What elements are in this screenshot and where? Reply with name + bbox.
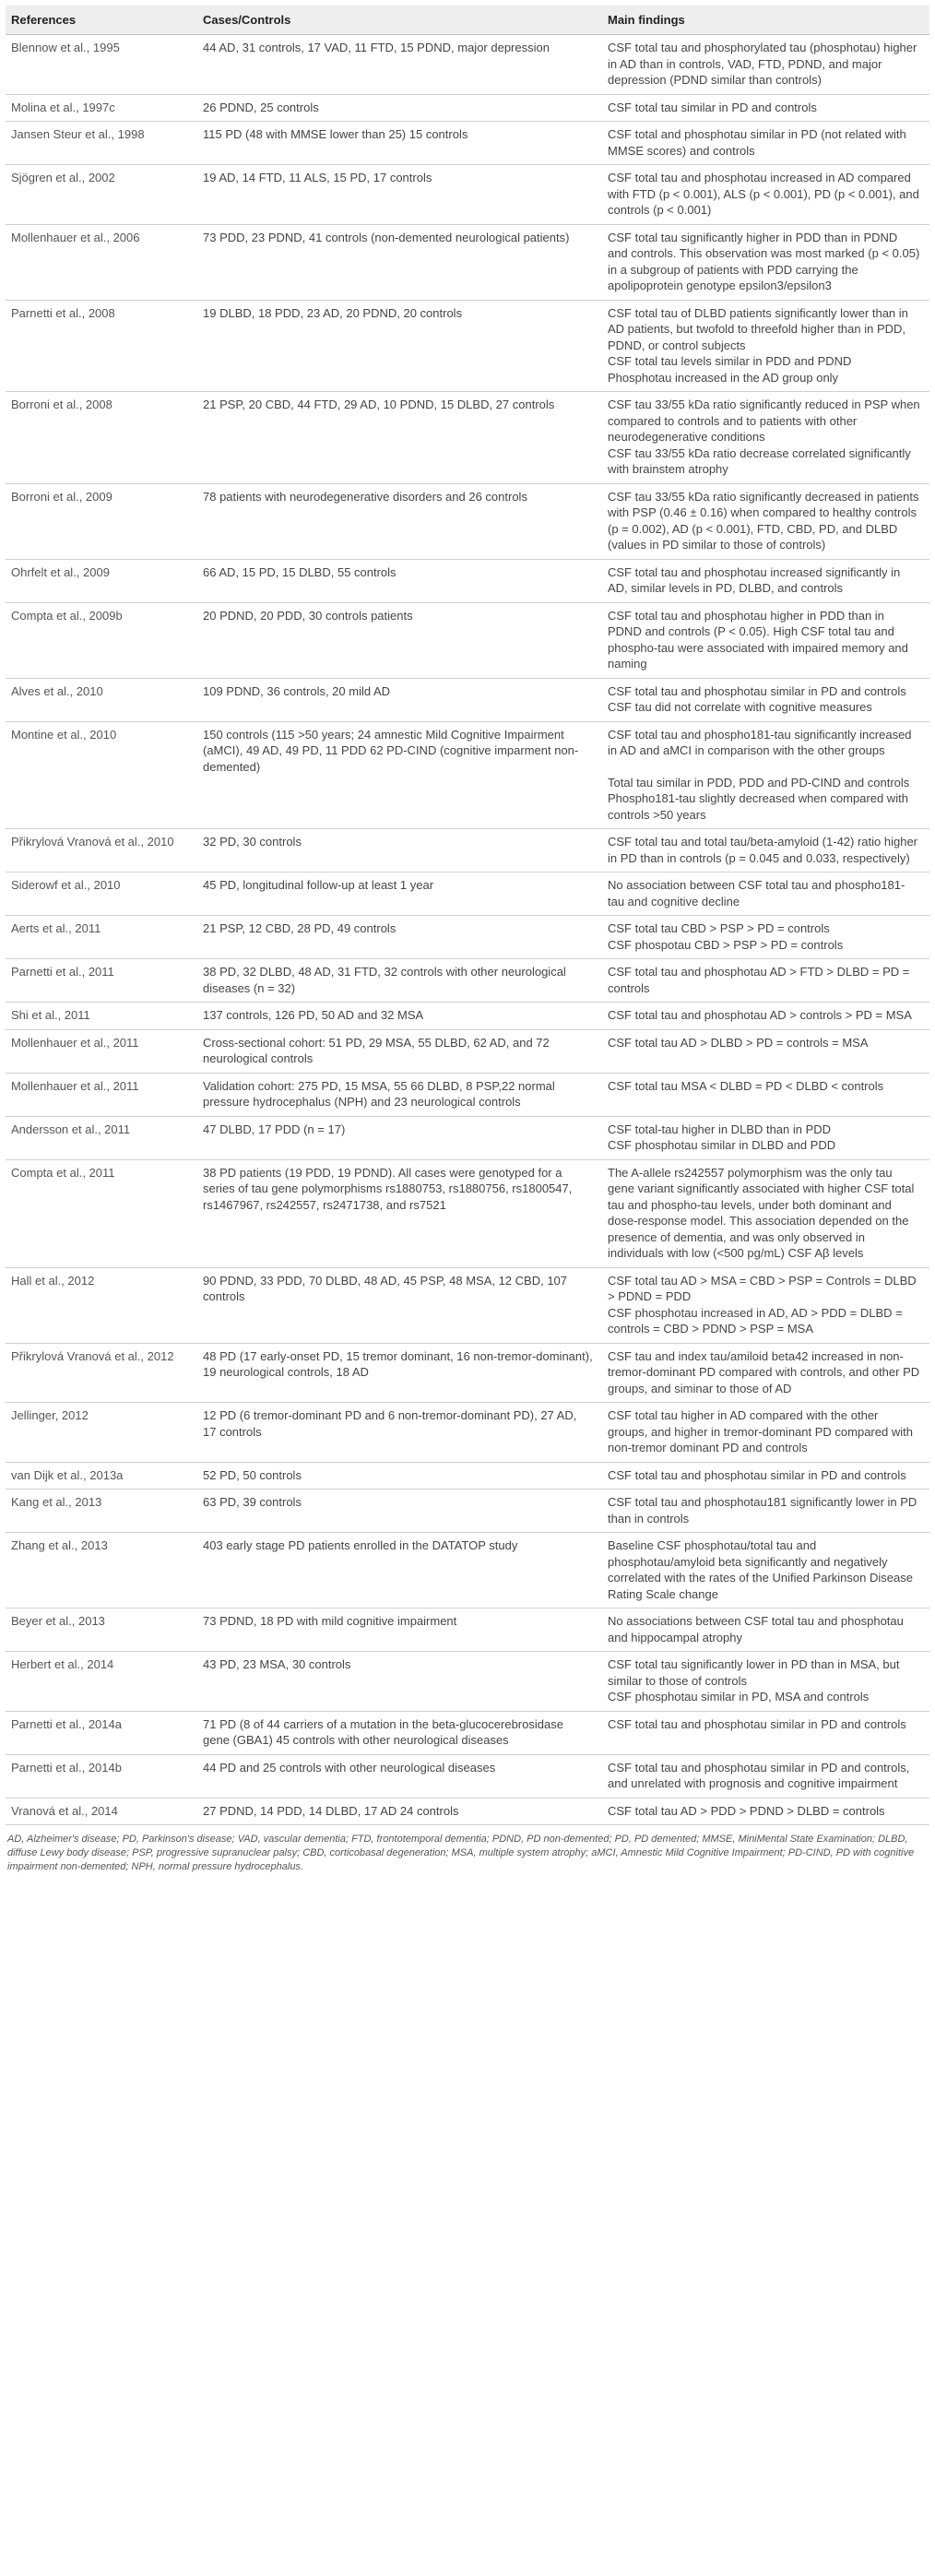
main-findings-cell	[602, 1462, 929, 1490]
cases-controls-cell: 48 PD (17 early-onset PD, 15 tremor dominant, 16 non-tremor-dominant), 19 neurological controls, 18 AD	[197, 1343, 602, 1403]
reference-cell: Kang et al., 2013	[6, 1490, 197, 1533]
main-findings-cell	[602, 35, 929, 95]
finding-text: CSF total tau levels similar in PDD and PDND	[608, 354, 852, 368]
main-findings-cell	[602, 224, 929, 300]
main-findings-cell	[602, 916, 929, 959]
main-findings-cell	[602, 678, 929, 721]
finding-text: No associations between CSF total tau and phosphotau and hippocampal atrophy	[608, 1614, 904, 1644]
finding-text: CSF total tau and total tau/beta-amyloid (1-42) ratio higher in PD than in controls (p = 0.045 and 0.033, respectively)	[608, 835, 918, 865]
cases-controls-cell: 90 PDND, 33 PDD, 70 DLBD, 48 AD, 45 PSP, 48 MSA, 12 CBD, 107 controls	[197, 1267, 602, 1343]
table-row	[6, 224, 929, 300]
finding-text: CSF tau 33/55 kDa ratio decrease correlated significantly with brainstem atrophy	[608, 445, 911, 476]
main-findings-cell	[602, 1798, 929, 1825]
reference-cell: van Dijk et al., 2013a	[6, 1462, 197, 1490]
table-row	[6, 1711, 929, 1754]
cases-controls-cell: 47 DLBD, 17 PDD (n = 17)	[197, 1116, 602, 1159]
finding-text: CSF total tau significantly higher in PDD than in PDND and controls. This observation was most marked (p < 0.05) in a subgroup of patients with PDD carrying the apolipoprotein genotype epsilon3/epsilon3	[608, 230, 920, 292]
finding-text: CSF total and phosphotau similar in PD (not related with MMSE scores) and controls	[608, 127, 906, 158]
cases-controls-cell: 38 PD patients (19 PDD, 19 PDND). All cases were genotyped for a series of tau gene polymorphisms rs1880753, rs1880756, rs1800547, rs1467967, rs242557, rs2471738, and rs7521	[197, 1159, 602, 1267]
reference-cell: Mollenhauer et al., 2011	[6, 1029, 197, 1073]
main-findings-cell	[602, 122, 929, 165]
table-row	[6, 1533, 929, 1609]
reference-cell: Montine et al., 2010	[6, 721, 197, 829]
main-findings-cell	[602, 1267, 929, 1343]
finding-text: CSF total tau higher in AD compared with the other groups, and higher in tremor-dominant PD compared with non-tremor dominant PD and controls	[608, 1408, 913, 1454]
finding-text: CSF total tau CBD > PSP > PD = controls	[608, 921, 830, 935]
main-findings-cell	[602, 829, 929, 873]
finding-text: CSF phosphotau increased in AD, AD > PDD = DLBD = controls = CBD > PDND > PSP = MSA	[608, 1305, 903, 1335]
table-row	[6, 300, 929, 392]
table-row	[6, 559, 929, 602]
main-findings-cell	[602, 300, 929, 392]
table-row	[6, 1490, 929, 1533]
cases-controls-cell: 150 controls (115 >50 years; 24 amnestic Mild Cognitive Impairment (aMCI), 49 AD, 49 PD, 11 PDD 62 PD-CIND (cognitive imparment non-demented)	[197, 721, 602, 829]
finding-text: CSF total tau AD > PDD > PDND > DLBD = controls	[608, 1803, 885, 1818]
table-row	[6, 1403, 929, 1463]
main-findings-cell	[602, 1754, 929, 1798]
main-findings-cell	[602, 392, 929, 484]
finding-text: CSF total tau and phosphotau AD > controls > PD = MSA	[608, 1008, 912, 1022]
finding-text: CSF total tau and phosphotau similar in PD and controls	[608, 1716, 906, 1731]
reference-cell: Zhang et al., 2013	[6, 1533, 197, 1609]
cases-controls-cell: 32 PD, 30 controls	[197, 829, 602, 873]
reference-cell: Blennow et al., 1995	[6, 35, 197, 95]
reference-cell: Sjögren et al., 2002	[6, 165, 197, 225]
cases-controls-cell: 71 PD (8 of 44 carriers of a mutation in the beta-glucocerebrosidase gene (GBA1) 45 controls with other neurological diseases	[197, 1711, 602, 1754]
finding-text: CSF tau did not correlate with cognitive measures	[608, 700, 872, 714]
main-findings-cell	[602, 1403, 929, 1463]
cases-controls-cell: 43 PD, 23 MSA, 30 controls	[197, 1652, 602, 1712]
reference-cell: Borroni et al., 2009	[6, 483, 197, 559]
table-row	[6, 916, 929, 959]
cases-controls-cell: 44 PD and 25 controls with other neurological diseases	[197, 1754, 602, 1798]
finding-text: CSF total tau and phosphotau higher in PDD than in PDND and controls (P < 0.05). High CSF total tau and phospho-tau were associated with impaired memory and naming	[608, 608, 908, 671]
main-findings-cell	[602, 483, 929, 559]
reference-cell: Borroni et al., 2008	[6, 392, 197, 484]
cases-controls-cell: 63 PD, 39 controls	[197, 1490, 602, 1533]
finding-text: CSF total tau AD > MSA = CBD > PSP = Controls = DLBD > PDND = PDD	[608, 1273, 917, 1303]
main-findings-cell	[602, 1490, 929, 1533]
table-row	[6, 1029, 929, 1073]
table-row	[6, 483, 929, 559]
table-body	[6, 35, 929, 1825]
finding-text: CSF total-tau higher in DLBD than in PDD	[608, 1122, 832, 1136]
finding-text: CSF total tau significantly lower in PD than in MSA, but similar to those of controls	[608, 1657, 900, 1688]
table-row	[6, 721, 929, 829]
main-findings-cell	[602, 1073, 929, 1116]
reference-cell: Andersson et al., 2011	[6, 1116, 197, 1159]
cases-controls-cell: 403 early stage PD patients enrolled in the DATATOP study	[197, 1533, 602, 1609]
table-row	[6, 1159, 929, 1267]
table-row	[6, 35, 929, 95]
reference-cell: Alves et al., 2010	[6, 678, 197, 721]
cases-controls-cell: 27 PDND, 14 PDD, 14 DLBD, 17 AD 24 controls	[197, 1798, 602, 1825]
main-findings-cell	[602, 602, 929, 678]
reference-cell: Compta et al., 2011	[6, 1159, 197, 1267]
finding-text: CSF phospotau CBD > PSP > PD = controls	[608, 937, 844, 952]
table-row	[6, 94, 929, 122]
main-findings-cell	[602, 1711, 929, 1754]
reference-cell: Shi et al., 2011	[6, 1003, 197, 1030]
reference-cell: Parnetti et al., 2008	[6, 300, 197, 392]
finding-text: CSF total tau and phosphotau increased significantly in AD, similar levels in PD, DLBD, and controls	[608, 564, 901, 595]
finding-text: Total tau similar in PDD, PDD and PD-CIND and controls	[608, 775, 910, 789]
cases-controls-cell: 66 AD, 15 PD, 15 DLBD, 55 controls	[197, 559, 602, 602]
reference-cell: Ohrfelt et al., 2009	[6, 559, 197, 602]
main-findings-cell	[602, 721, 929, 829]
table-row	[6, 602, 929, 678]
finding-text: CSF total tau and phosphotau AD > FTD > DLBD = PD = controls	[608, 965, 910, 995]
finding-text: The A-allele rs242557 polymorphism was the only tau gene variant significantly associated with higher CSF total tau and phospho-tau levels, under both dominant and dose-response model. This association depended on the presence of dementia, and was only observed in individuals with low (<500 pg/mL) CSF Aβ levels	[608, 1165, 915, 1260]
table-row	[6, 165, 929, 225]
finding-text: CSF tau and index tau/amiloid beta42 increased in non-tremor-dominant PD compared with controls, and other PD groups, and siminar to those of AD	[608, 1348, 920, 1395]
cases-controls-cell: 21 PSP, 20 CBD, 44 FTD, 29 AD, 10 PDND, 15 DLBD, 27 controls	[197, 392, 602, 484]
finding-text: CSF total tau and phosphotau similar in PD and controls	[608, 1467, 906, 1482]
table-footnote: AD, Alzheimer's disease; PD, Parkinson's disease; VAD, vascular dementia; FTD, frontotemporal dementia; PDND, PD non-demented; PD, PD demented; MMSE, MiniMental State Examination; DLBD, diffuse Lewy body disease; PSP, progressive supranuclear palsy; CBD, corticobasal degeneration; MSA, multiple system atrophy; aMCI, Amnestic Mild Cognitive Impairment; PD-CIND, PD with cognitive impairment non-demented; NPH, normal pressure hydrocephalus.	[7, 1834, 915, 1872]
table-row	[6, 829, 929, 873]
table-row	[6, 1462, 929, 1490]
main-findings-cell	[602, 1159, 929, 1267]
table-row	[6, 1267, 929, 1343]
reference-cell: Parnetti et al., 2014a	[6, 1711, 197, 1754]
table-row	[6, 1116, 929, 1159]
cases-controls-cell: 78 patients with neurodegenerative disorders and 26 controls	[197, 483, 602, 559]
main-findings-cell	[602, 1003, 929, 1030]
reference-cell: Parnetti et al., 2011	[6, 959, 197, 1003]
cases-controls-cell: 19 AD, 14 FTD, 11 ALS, 15 PD, 17 controls	[197, 165, 602, 225]
finding-text: CSF phosphotau similar in PD, MSA and controls	[608, 1690, 870, 1703]
finding-text: CSF total tau and phosphorylated tau (phosphotau) higher in AD than in controls, VAD, FTD, PDND, and major depression (PDND similar than controls)	[608, 41, 917, 87]
finding-text: CSF total tau MSA < DLBD = PD < DLBD < controls	[608, 1078, 884, 1093]
reference-cell: Herbert et al., 2014	[6, 1652, 197, 1712]
reference-cell: Mollenhauer et al., 2006	[6, 224, 197, 300]
table-header	[6, 6, 929, 35]
cases-controls-cell: 21 PSP, 12 CBD, 28 PD, 49 controls	[197, 916, 602, 959]
reference-cell: Molina et al., 1997c	[6, 94, 197, 122]
reference-cell: Jellinger, 2012	[6, 1403, 197, 1463]
header-main-findings: Main findings	[602, 6, 929, 35]
main-findings-cell	[602, 559, 929, 602]
header-references: References	[6, 6, 197, 35]
finding-text: CSF total tau similar in PD and controls	[608, 100, 817, 114]
table-row	[6, 1343, 929, 1403]
main-findings-cell	[602, 1533, 929, 1609]
reference-cell: Parnetti et al., 2014b	[6, 1754, 197, 1798]
finding-text: CSF tau 33/55 kDa ratio significantly reduced in PSP when compared to controls and to patients with other neurodegenerative conditions	[608, 398, 920, 444]
finding-text: CSF total tau of DLBD patients significantly lower than in AD patients, but twofold to threefold higher than in PDD, PDND, or control subjects	[608, 305, 908, 352]
finding-text: No association between CSF total tau and phospho181-tau and cognitive decline	[608, 878, 905, 908]
table-row	[6, 1073, 929, 1116]
finding-text: CSF total tau and phosphotau increased in AD compared with FTD (p < 0.001), ALS (p < 0.001), PD (p < 0.001), and controls (p < 0.001)	[608, 171, 919, 217]
table-row	[6, 1609, 929, 1652]
cases-controls-cell: 19 DLBD, 18 PDD, 23 AD, 20 PDND, 20 controls	[197, 300, 602, 392]
cases-controls-cell: 109 PDND, 36 controls, 20 mild AD	[197, 678, 602, 721]
cases-controls-cell: 52 PD, 50 controls	[197, 1462, 602, 1490]
reference-cell: Hall et al., 2012	[6, 1267, 197, 1343]
cases-controls-cell: 44 AD, 31 controls, 17 VAD, 11 FTD, 15 PDND, major depression	[197, 35, 602, 95]
header-row	[6, 6, 929, 35]
main-findings-cell	[602, 1116, 929, 1159]
finding-text: Phospho181-tau slightly decreased when compared with controls >50 years	[608, 791, 908, 822]
table-row	[6, 873, 929, 916]
finding-text: Baseline CSF phosphotau/total tau and phosphotau/amyloid beta significantly and negatively correlated with the rates of the Unified Parkinson Disease Rating Scale change	[608, 1538, 913, 1601]
cases-controls-cell: 38 PD, 32 DLBD, 48 AD, 31 FTD, 32 controls with other neurological diseases (n = 32)	[197, 959, 602, 1003]
cases-controls-cell: 115 PD (48 with MMSE lower than 25) 15 controls	[197, 122, 602, 165]
table-row	[6, 959, 929, 1003]
main-findings-cell	[602, 1029, 929, 1073]
table-row	[6, 1754, 929, 1798]
table-row	[6, 1798, 929, 1825]
finding-text: CSF total tau AD > DLBD > PD = controls = MSA	[608, 1035, 869, 1050]
main-findings-cell	[602, 165, 929, 225]
reference-cell: Jansen Steur et al., 1998	[6, 122, 197, 165]
cases-controls-cell: 20 PDND, 20 PDD, 30 controls patients	[197, 602, 602, 678]
cases-controls-cell: Cross-sectional cohort: 51 PD, 29 MSA, 55 DLBD, 62 AD, and 72 neurological controls	[197, 1029, 602, 1073]
cases-controls-cell: 45 PD, longitudinal follow-up at least 1 year	[197, 873, 602, 916]
table-row	[6, 678, 929, 721]
table-row	[6, 392, 929, 484]
cases-controls-cell: Validation cohort: 275 PD, 15 MSA, 55 66 DLBD, 8 PSP,22 normal pressure hydrocephalus (NPH) and 23 neurological controls	[197, 1073, 602, 1116]
cases-controls-cell: 73 PDD, 23 PDND, 41 controls (non-demented neurological patients)	[197, 224, 602, 300]
finding-text: CSF total tau and phosphotau similar in PD and controls, and unrelated with prognosis and cognitive impairment	[608, 1760, 910, 1790]
reference-cell: Vranová et al., 2014	[6, 1798, 197, 1825]
reference-cell: Přikrylová Vranová et al., 2012	[6, 1343, 197, 1403]
references-table	[6, 6, 929, 1825]
cases-controls-cell: 12 PD (6 tremor-dominant PD and 6 non-tremor-dominant PD), 27 AD, 17 controls	[197, 1403, 602, 1463]
reference-cell: Siderowf et al., 2010	[6, 873, 197, 916]
reference-cell: Přikrylová Vranová et al., 2010	[6, 829, 197, 873]
main-findings-cell	[602, 1343, 929, 1403]
reference-cell: Beyer et al., 2013	[6, 1609, 197, 1652]
reference-cell: Compta et al., 2009b	[6, 602, 197, 678]
main-findings-cell	[602, 1652, 929, 1712]
cases-controls-cell: 26 PDND, 25 controls	[197, 94, 602, 122]
table-row	[6, 1003, 929, 1030]
finding-text: CSF total tau and phosphotau181 significantly lower in PD than in controls	[608, 1495, 917, 1525]
table-row	[6, 1652, 929, 1712]
reference-cell: Aerts et al., 2011	[6, 916, 197, 959]
table-row	[6, 122, 929, 165]
cases-controls-cell: 137 controls, 126 PD, 50 AD and 32 MSA	[197, 1003, 602, 1030]
reference-cell: Mollenhauer et al., 2011	[6, 1073, 197, 1116]
main-findings-cell	[602, 1609, 929, 1652]
main-findings-cell	[602, 873, 929, 916]
main-findings-cell	[602, 94, 929, 122]
header-cases-controls: Cases/Controls	[197, 6, 602, 35]
main-findings-cell	[602, 959, 929, 1003]
finding-text: CSF total tau and phospho181-tau significantly increased in AD and aMCI in comparison with the other groups	[608, 727, 912, 757]
cases-controls-cell: 73 PDND, 18 PD with mild cognitive impairment	[197, 1609, 602, 1652]
finding-text: Phosphotau increased in the AD group only	[608, 370, 839, 385]
finding-text: CSF total tau and phosphotau similar in PD and controls	[608, 683, 906, 698]
finding-text: CSF tau 33/55 kDa ratio significantly decreased in patients with PSP (0.46 ± 0.16) when compared to healthy controls (p = 0.002), AD (p < 0.001), FTD, CBD, PD, and DLBD (values in PD similar to those of controls)	[608, 489, 919, 552]
finding-text: CSF phosphotau similar in DLBD and PDD	[608, 1138, 836, 1152]
